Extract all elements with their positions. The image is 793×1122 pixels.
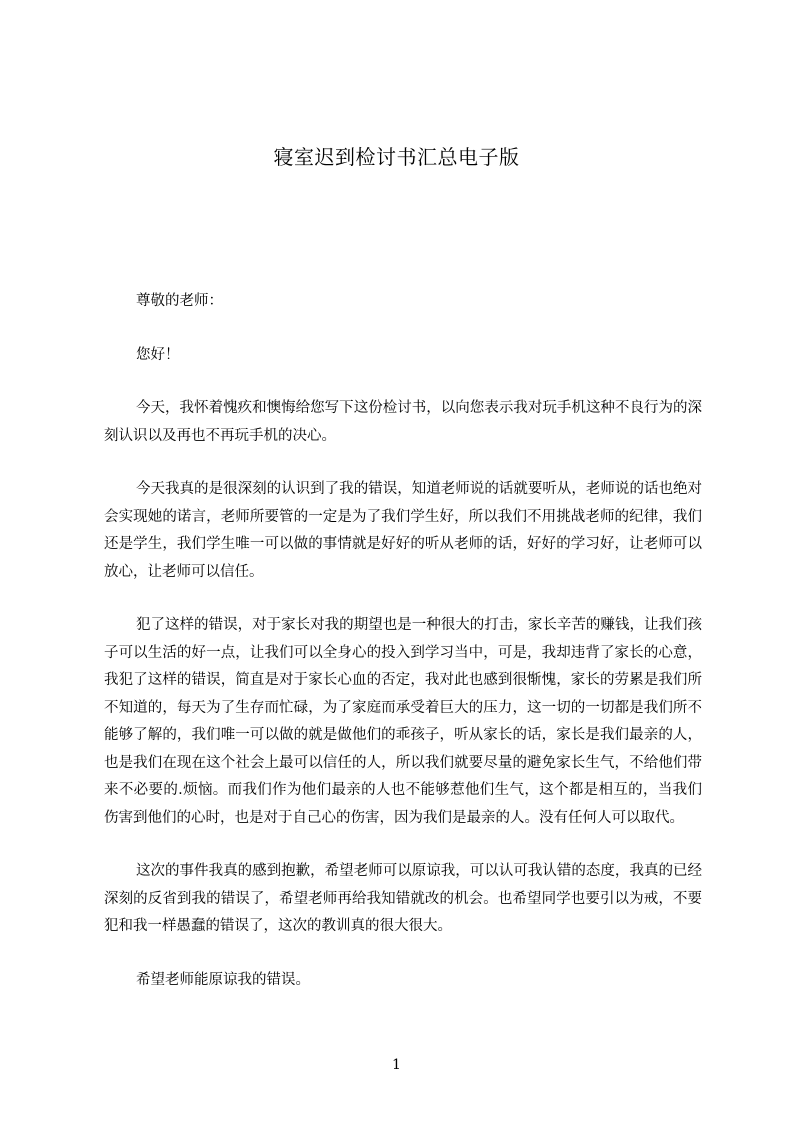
greeting: 您好！ xyxy=(136,346,180,363)
paragraph-3: 犯了这样的错误，对于家长对我的期望也是一种很大的打击，家长辛苦的赚钱，让我们孩子可以生活的好一点，让我们可以全身心的投入到学习当中，可是，我却违背了家长的心意，我犯了这样的错误，简直是对于家长心血的否定，我对此也感到很惭愧，家长的劳累是我们所不知道的，每天为了生存而忙碌，为了家庭而承受着巨大的压力，这一切的一切都是我们所不能够了解的，我们唯一可以做的就是做他们的乖孩子，听从家长的话，家长是我们最亲的人，也是我们在现在这个社会上最可以信任的人，所以我们就要尽量的避免家长生气，不给他们带来不必要的.烦恼。而我们作为他们最亲的人也不能够惹他们生气，这个都是相互的，当我们伤害到他们的心时，也是对于自己心的伤害，因为我们是最亲的人。没有任何人可以取代。 xyxy=(104,617,702,826)
document-body xyxy=(104,288,702,1020)
paragraph-4: 这次的事件我真的感到抱歉，希望老师可以原谅我，可以认可我认错的态度，我真的已经深刻的反省到我的错误了，希望老师再给我知错就改的机会。也希望同学也要引以为戒，不要犯和我一样愚蠢的错误了，这次的教训真的很大很大。 xyxy=(104,863,702,934)
paragraph-1: 今天，我怀着愧疚和懊悔给您写下这份检讨书，以向您表示我对玩手机这种不良行为的深刻认识以及再也不再玩手机的决心。 xyxy=(104,400,702,444)
page-title: 寝室迟到检讨书汇总电子版 xyxy=(273,145,520,169)
paragraph-2: 今天我真的是很深刻的认识到了我的错误，知道老师说的话就要听从，老师说的话也绝对会实现她的诺言，老师所要管的一定是为了我们学生好，所以我们不用挑战老师的纪律，我们还是学生，我们学生唯一可以做的事情就是好好的听从老师的话，好好的学习好，让老师可以放心，让老师可以信任。 xyxy=(104,481,702,580)
page-number: 1 xyxy=(392,1057,401,1073)
salutation: 尊敬的老师： xyxy=(136,293,223,309)
closing-line: 希望老师能原谅我的错误。 xyxy=(136,971,310,988)
